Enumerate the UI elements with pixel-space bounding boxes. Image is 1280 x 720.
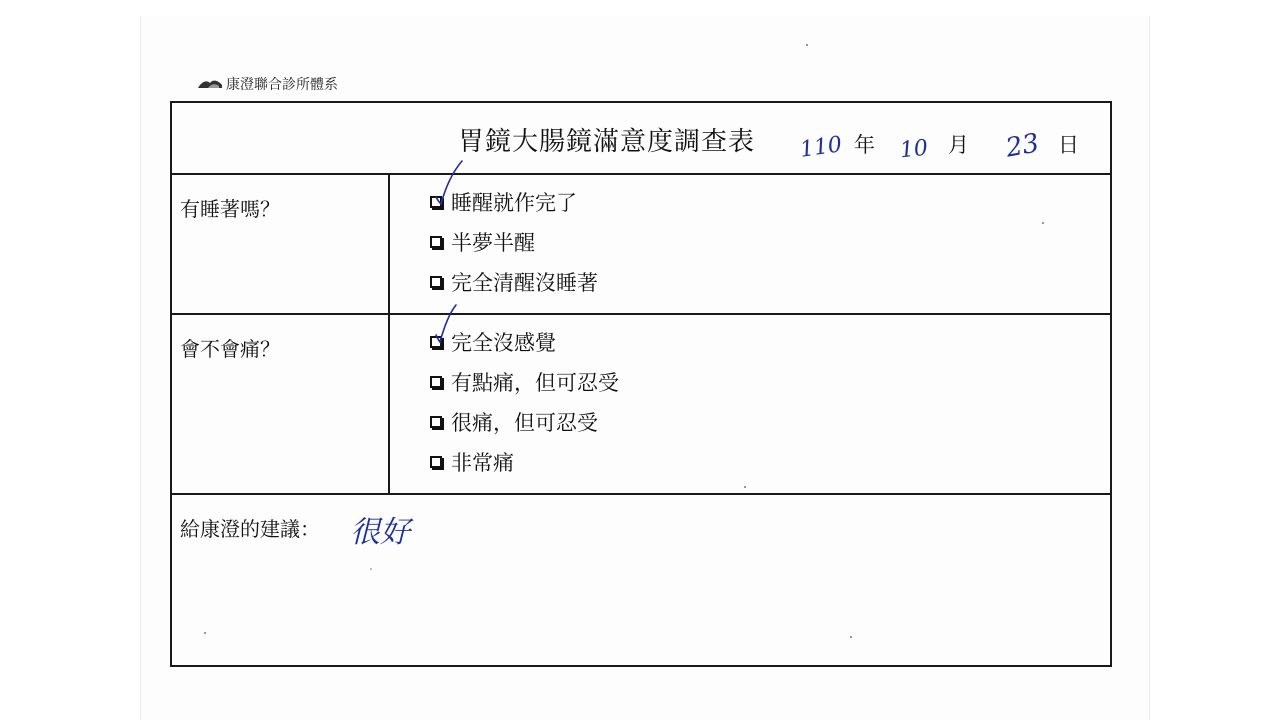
clinic-name: 康澄聯合診所體系 <box>226 77 338 93</box>
title-divider <box>172 173 1110 175</box>
clinic-logo-icon <box>198 79 222 89</box>
option-label: 半夢半醒 <box>451 231 535 255</box>
survey-form <box>170 101 1112 667</box>
column-divider <box>388 173 390 493</box>
option-label: 非常痛 <box>451 451 514 475</box>
question-sleep-label: 有睡著嗎？ <box>180 197 280 221</box>
scan-speck <box>806 44 808 46</box>
scan-speck <box>744 486 746 488</box>
scan-speck <box>1042 222 1044 224</box>
option-half-awake[interactable] <box>430 222 598 262</box>
form-title: 胃鏡大腸鏡滿意度調查表 <box>458 127 756 157</box>
suggestion-divider <box>172 493 1110 495</box>
date-month-handwritten: 10 <box>898 135 930 164</box>
date-month-label: 月 <box>948 133 969 157</box>
handwritten-check-icon <box>422 157 470 209</box>
option-fully-awake[interactable] <box>430 262 598 302</box>
question-pain-label: 會不會痛？ <box>180 337 280 361</box>
option-label: 很痛，但可忍受 <box>451 411 598 435</box>
option-label: 完全沒感覺 <box>451 331 556 355</box>
checkbox-icon[interactable] <box>430 276 442 288</box>
scan-speck <box>850 636 852 638</box>
handwritten-check-icon <box>424 301 464 347</box>
checkbox-icon[interactable] <box>430 456 442 468</box>
date-day-label: 日 <box>1058 133 1079 157</box>
option-label: 有點痛，但可忍受 <box>451 371 619 395</box>
date-year-label: 年 <box>854 133 875 157</box>
suggestion-handwritten-answer: 很好 <box>350 515 410 550</box>
option-label: 睡醒就作完了 <box>451 191 577 215</box>
date-year-handwritten: 110 <box>798 132 844 163</box>
clinic-header <box>198 74 338 94</box>
option-extremely-painful[interactable] <box>430 442 619 482</box>
scan-speck <box>370 568 372 570</box>
option-label: 完全清醒沒睡著 <box>451 271 598 295</box>
question-divider <box>172 313 1110 315</box>
checkbox-icon[interactable] <box>430 376 442 388</box>
checkbox-icon[interactable] <box>430 236 442 248</box>
checkbox-icon[interactable] <box>430 416 442 428</box>
date-day-handwritten: 23 <box>1003 128 1042 164</box>
suggestion-label: 給康澄的建議： <box>180 517 320 541</box>
option-slight-pain[interactable] <box>430 362 619 402</box>
scan-speck <box>204 632 206 634</box>
option-very-painful-tolerable[interactable] <box>430 402 619 442</box>
